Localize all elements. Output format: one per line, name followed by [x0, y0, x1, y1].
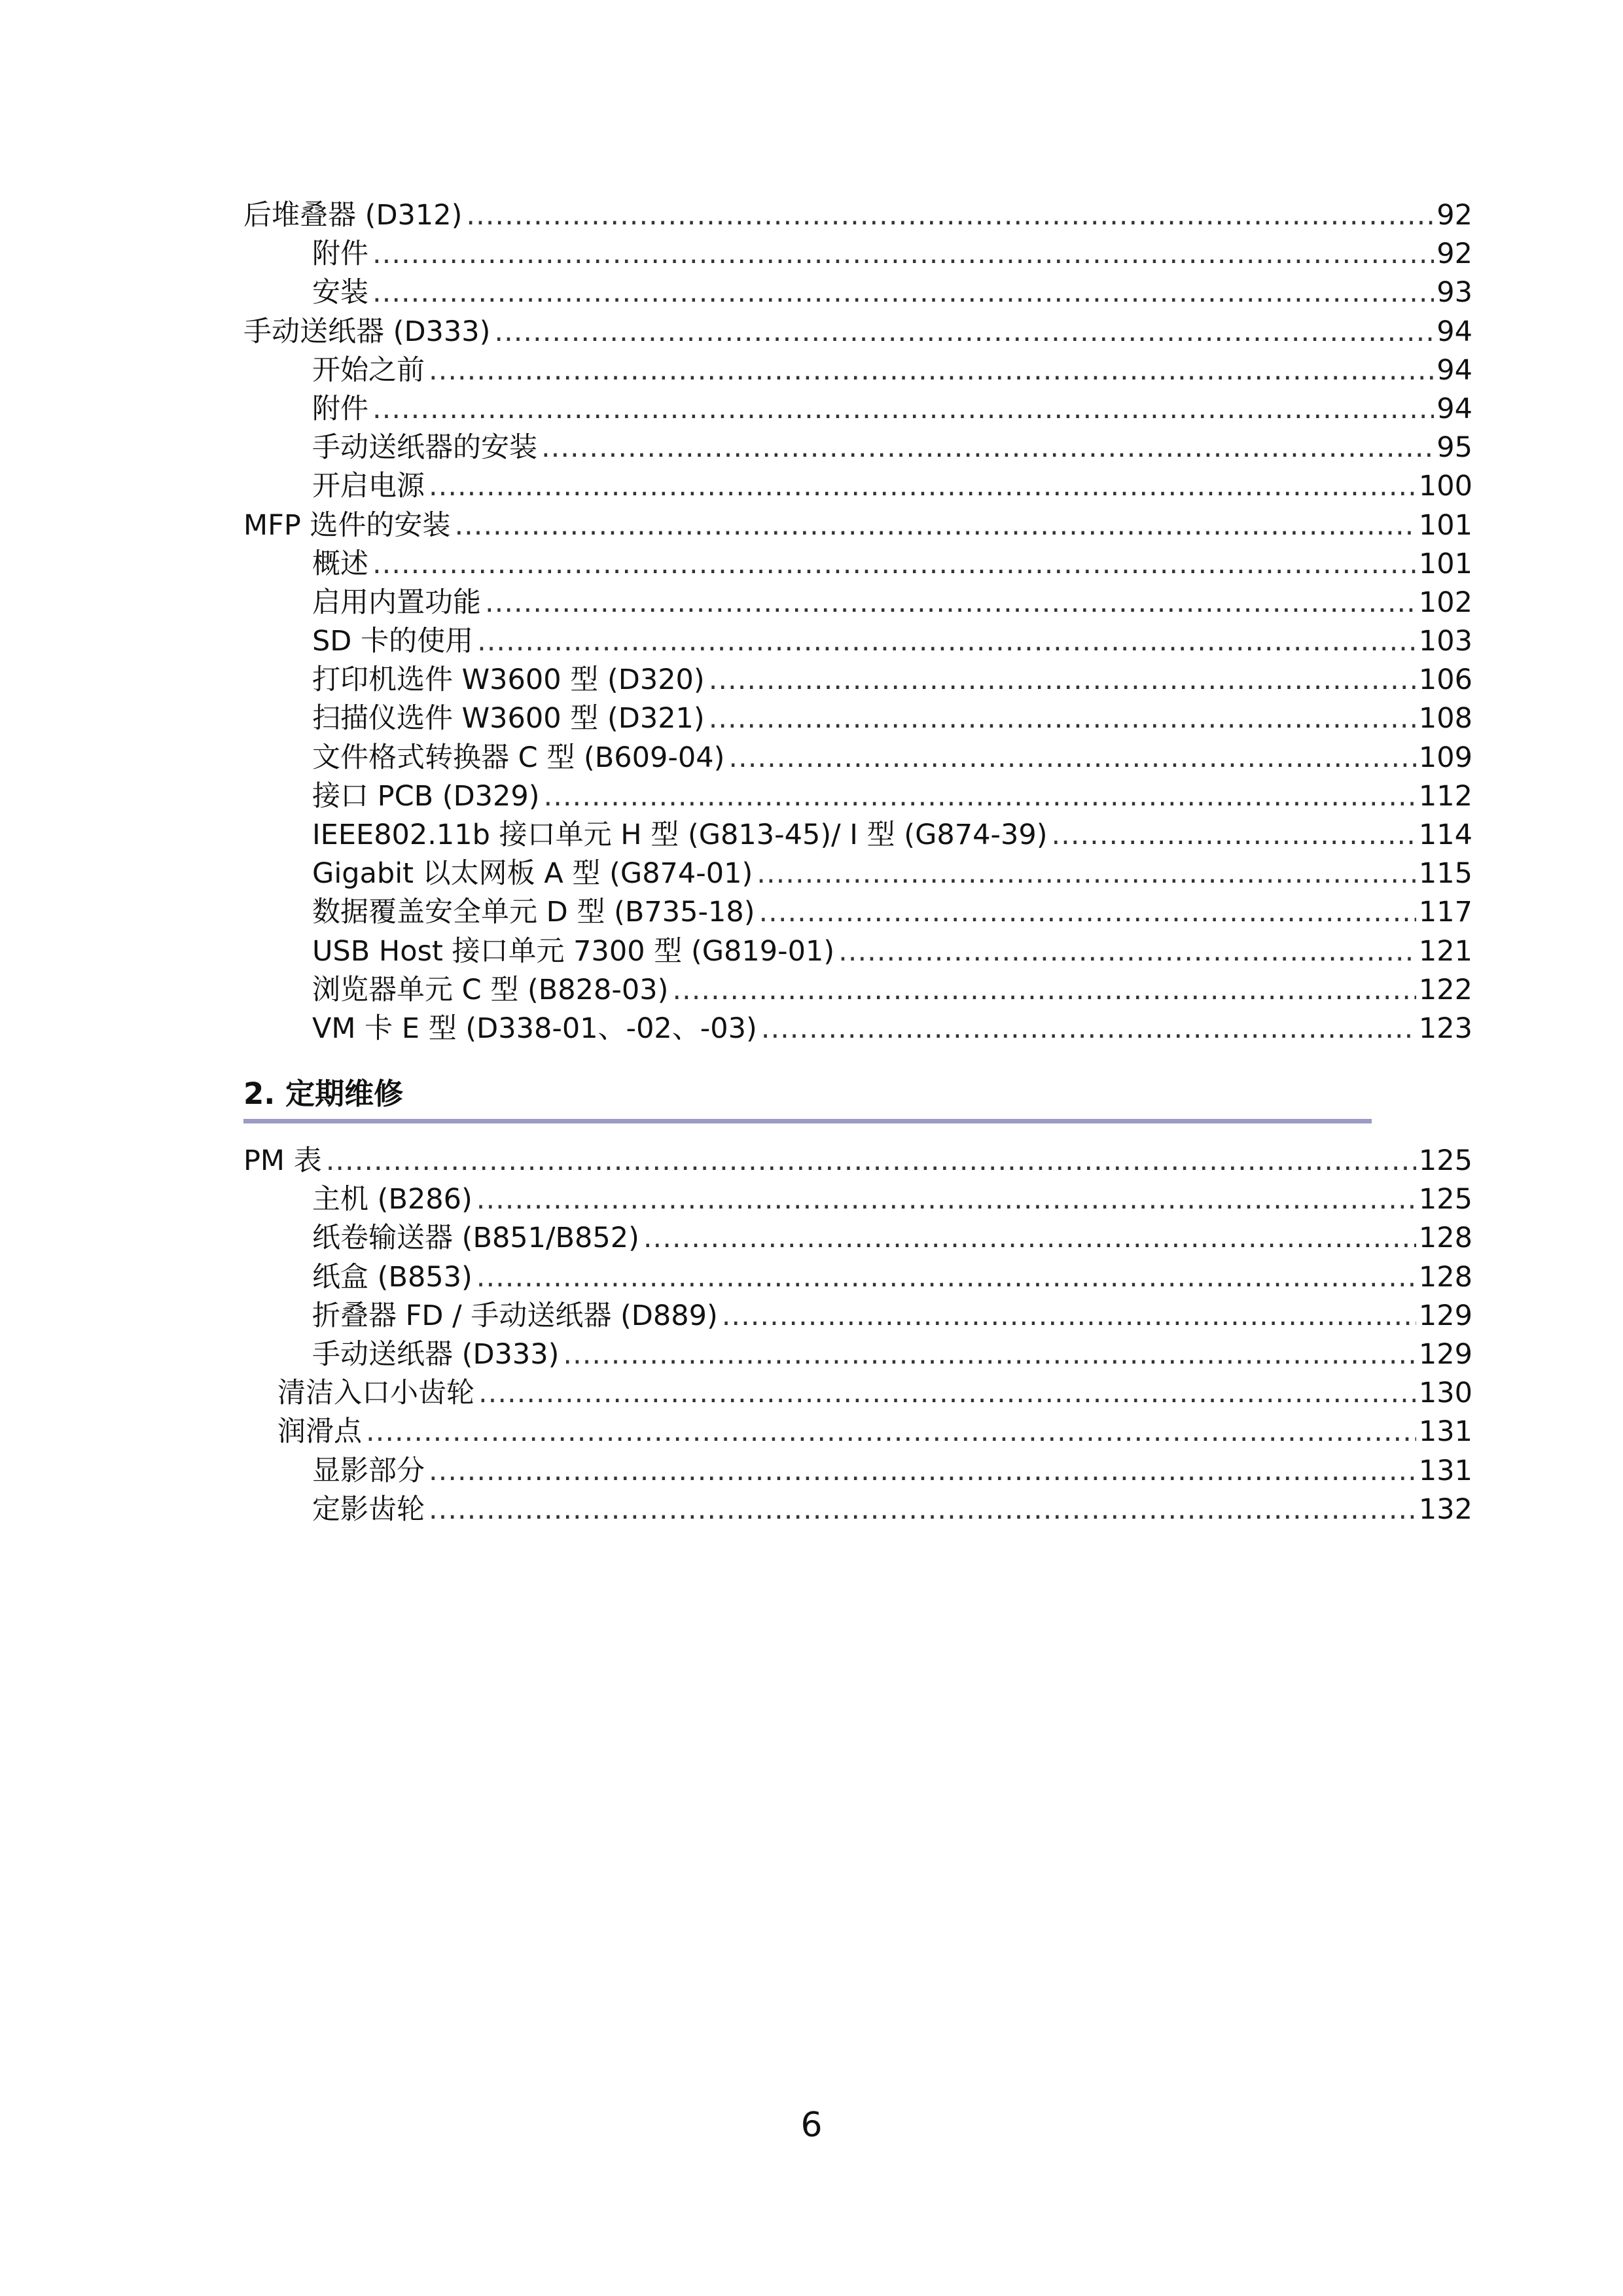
toc-entry[interactable] — [243, 971, 1472, 1010]
toc-entry-page: 94 — [1436, 353, 1472, 387]
toc-entry[interactable] — [243, 313, 1472, 351]
toc-entry[interactable] — [243, 274, 1472, 312]
toc-entry[interactable] — [243, 1335, 1472, 1374]
toc-entry-title: 概述 — [312, 547, 368, 580]
toc-entry-page: 122 — [1418, 973, 1472, 1006]
toc-entry[interactable] — [243, 545, 1472, 584]
toc-entry-title: 显影部分 — [312, 1454, 425, 1487]
dot-leader — [757, 855, 1416, 893]
toc-entry-title: 后堆叠器 (D312) — [243, 199, 463, 232]
dot-leader — [429, 1452, 1416, 1491]
toc-entry[interactable] — [243, 1413, 1472, 1451]
toc-entry-page: 114 — [1418, 819, 1472, 851]
dot-leader — [544, 777, 1416, 816]
toc-entry[interactable] — [243, 235, 1472, 274]
dot-leader — [476, 1180, 1416, 1219]
toc-entry-page: 92 — [1436, 199, 1472, 232]
toc-entry-page: 129 — [1418, 1299, 1472, 1332]
toc-entry-page: 131 — [1418, 1454, 1472, 1487]
dot-leader — [541, 429, 1434, 467]
toc-entry-page: 130 — [1418, 1377, 1472, 1410]
toc-entry-page: 92 — [1436, 238, 1472, 271]
toc-entry[interactable] — [243, 1374, 1472, 1413]
toc-section-1 — [243, 196, 1472, 1048]
toc-entry-title: IEEE802.11b 接口单元 H 型 (G813-45)/ I 型 (G874-39) — [312, 819, 1048, 851]
toc-entry[interactable] — [243, 622, 1472, 661]
toc-entry-title: 打印机选件 W3600 型 (D320) — [312, 663, 705, 697]
toc-entry[interactable] — [243, 429, 1472, 467]
dot-leader — [722, 1297, 1416, 1335]
dot-leader — [429, 1491, 1416, 1529]
toc-entry-title: 纸盒 (B853) — [312, 1260, 473, 1294]
dot-leader — [1051, 816, 1416, 855]
toc-entry-page: 128 — [1418, 1222, 1472, 1255]
toc-entry-title: 浏览器单元 C 型 (B828-03) — [312, 973, 669, 1006]
toc-entry[interactable] — [243, 855, 1472, 893]
toc-entry-page: 132 — [1418, 1492, 1472, 1526]
toc-entry-page: 101 — [1418, 508, 1472, 542]
toc-entry[interactable] — [243, 1297, 1472, 1335]
dot-leader — [466, 196, 1434, 235]
toc-entry-title: 扫描仪选件 W3600 型 (D321) — [312, 702, 705, 735]
toc-entry-title: 开启电源 — [312, 470, 425, 503]
dot-leader — [709, 699, 1416, 738]
toc-entry-title: SD 卡的使用 — [312, 625, 474, 658]
toc-entry-title: 手动送纸器 (D333) — [243, 315, 491, 348]
toc-entry-page: 117 — [1418, 896, 1472, 929]
dot-leader — [709, 661, 1416, 699]
dot-leader — [476, 1258, 1416, 1297]
dot-leader — [728, 739, 1416, 777]
toc-entry[interactable] — [243, 584, 1472, 622]
toc-entry-title: 数据覆盖安全单元 D 型 (B735-18) — [312, 896, 755, 929]
toc-entry-page: 129 — [1418, 1337, 1472, 1371]
toc-entry-page: 94 — [1436, 315, 1472, 348]
dot-leader — [485, 584, 1416, 622]
toc-entry[interactable] — [243, 661, 1472, 699]
toc-entry-title: 清洁入口小齿轮 — [277, 1377, 474, 1410]
toc-entry[interactable] — [243, 739, 1472, 777]
toc-entry[interactable] — [243, 1142, 1472, 1180]
dot-leader — [366, 1413, 1416, 1451]
dot-leader — [429, 467, 1416, 506]
toc-entry-title: 开始之前 — [312, 353, 425, 387]
dot-leader — [326, 1142, 1416, 1180]
toc-entry[interactable] — [243, 1452, 1472, 1491]
toc-entry[interactable] — [243, 816, 1472, 855]
dot-leader — [761, 1010, 1416, 1048]
toc-entry[interactable] — [243, 196, 1472, 235]
dot-leader — [563, 1335, 1416, 1374]
dot-leader — [758, 893, 1416, 932]
toc-entry-page: 106 — [1418, 663, 1472, 697]
toc-section-2 — [243, 1142, 1472, 1529]
toc-entry-title: 附件 — [312, 392, 368, 425]
dot-leader — [372, 390, 1434, 429]
toc-entry[interactable] — [243, 1491, 1472, 1529]
dot-leader — [477, 622, 1416, 661]
toc-entry-page: 95 — [1436, 431, 1472, 465]
toc-entry-page: 123 — [1418, 1012, 1472, 1045]
toc-entry[interactable] — [243, 467, 1472, 506]
dot-leader — [838, 932, 1416, 971]
toc-entry-title: 手动送纸器的安装 — [312, 431, 537, 465]
page-number: 6 — [800, 2106, 823, 2145]
toc-entry[interactable] — [243, 932, 1472, 971]
toc-entry-title: VM 卡 E 型 (D338-01、-02、-03) — [312, 1012, 757, 1045]
dot-leader — [372, 545, 1416, 584]
toc-entry-title: 润滑点 — [277, 1415, 362, 1449]
toc-entry-page: 103 — [1418, 625, 1472, 658]
chapter-heading: 2. 定期维修 — [243, 1076, 404, 1111]
toc-entry[interactable] — [243, 506, 1472, 545]
toc-entry[interactable] — [243, 1010, 1472, 1048]
dot-leader — [672, 971, 1416, 1010]
dot-leader — [372, 235, 1434, 274]
toc-entry-title: PM 表 — [243, 1144, 322, 1177]
toc-entry-title: 文件格式转换器 C 型 (B609-04) — [312, 741, 725, 774]
toc-entry-title: 主机 (B286) — [312, 1183, 473, 1216]
toc-entry-page: 128 — [1418, 1260, 1472, 1294]
toc-entry-page: 93 — [1436, 276, 1472, 309]
toc-entry-title: USB Host 接口单元 7300 型 (G819-01) — [312, 934, 835, 968]
chapter-divider — [243, 1119, 1372, 1123]
toc-entry-page: 115 — [1418, 857, 1472, 891]
toc-entry-page: 112 — [1418, 779, 1472, 813]
toc-entry-title: 折叠器 FD / 手动送纸器 (D889) — [312, 1299, 718, 1332]
toc-entry-page: 108 — [1418, 702, 1472, 735]
toc-entry[interactable] — [243, 390, 1472, 429]
toc-entry-title: 启用内置功能 — [312, 586, 481, 619]
dot-leader — [643, 1219, 1416, 1258]
dot-leader — [454, 506, 1416, 545]
toc-entry-page: 125 — [1418, 1183, 1472, 1216]
toc-entry-page: 101 — [1418, 547, 1472, 580]
toc-entry-page: 131 — [1418, 1415, 1472, 1449]
dot-leader — [429, 351, 1434, 390]
toc-entry-page: 125 — [1418, 1144, 1472, 1177]
toc-entry[interactable] — [243, 1258, 1472, 1297]
toc-entry-title: Gigabit 以太网板 A 型 (G874-01) — [312, 857, 753, 891]
toc-entry-page: 94 — [1436, 392, 1472, 425]
toc-entry[interactable] — [243, 893, 1472, 932]
toc-entry[interactable] — [243, 699, 1472, 738]
dot-leader — [478, 1374, 1416, 1413]
toc-entry-title: MFP 选件的安装 — [243, 508, 451, 542]
toc-entry-title: 附件 — [312, 238, 368, 271]
toc-entry-title: 接口 PCB (D329) — [312, 779, 540, 813]
toc-entry-title: 手动送纸器 (D333) — [312, 1337, 560, 1371]
toc-entry-page: 100 — [1418, 470, 1472, 503]
dot-leader — [494, 313, 1434, 351]
toc-entry[interactable] — [243, 777, 1472, 816]
toc-entry[interactable] — [243, 1180, 1472, 1219]
toc-entry-title: 纸卷输送器 (B851/B852) — [312, 1222, 639, 1255]
toc-entry-page: 121 — [1418, 934, 1472, 968]
toc-entry-page: 102 — [1418, 586, 1472, 619]
toc-entry[interactable] — [243, 351, 1472, 390]
toc-entry[interactable] — [243, 1219, 1472, 1258]
toc-entry-page: 109 — [1418, 741, 1472, 774]
dot-leader — [372, 274, 1434, 312]
toc-entry-title: 定影齿轮 — [312, 1492, 425, 1526]
toc-entry-title: 安装 — [312, 276, 368, 309]
